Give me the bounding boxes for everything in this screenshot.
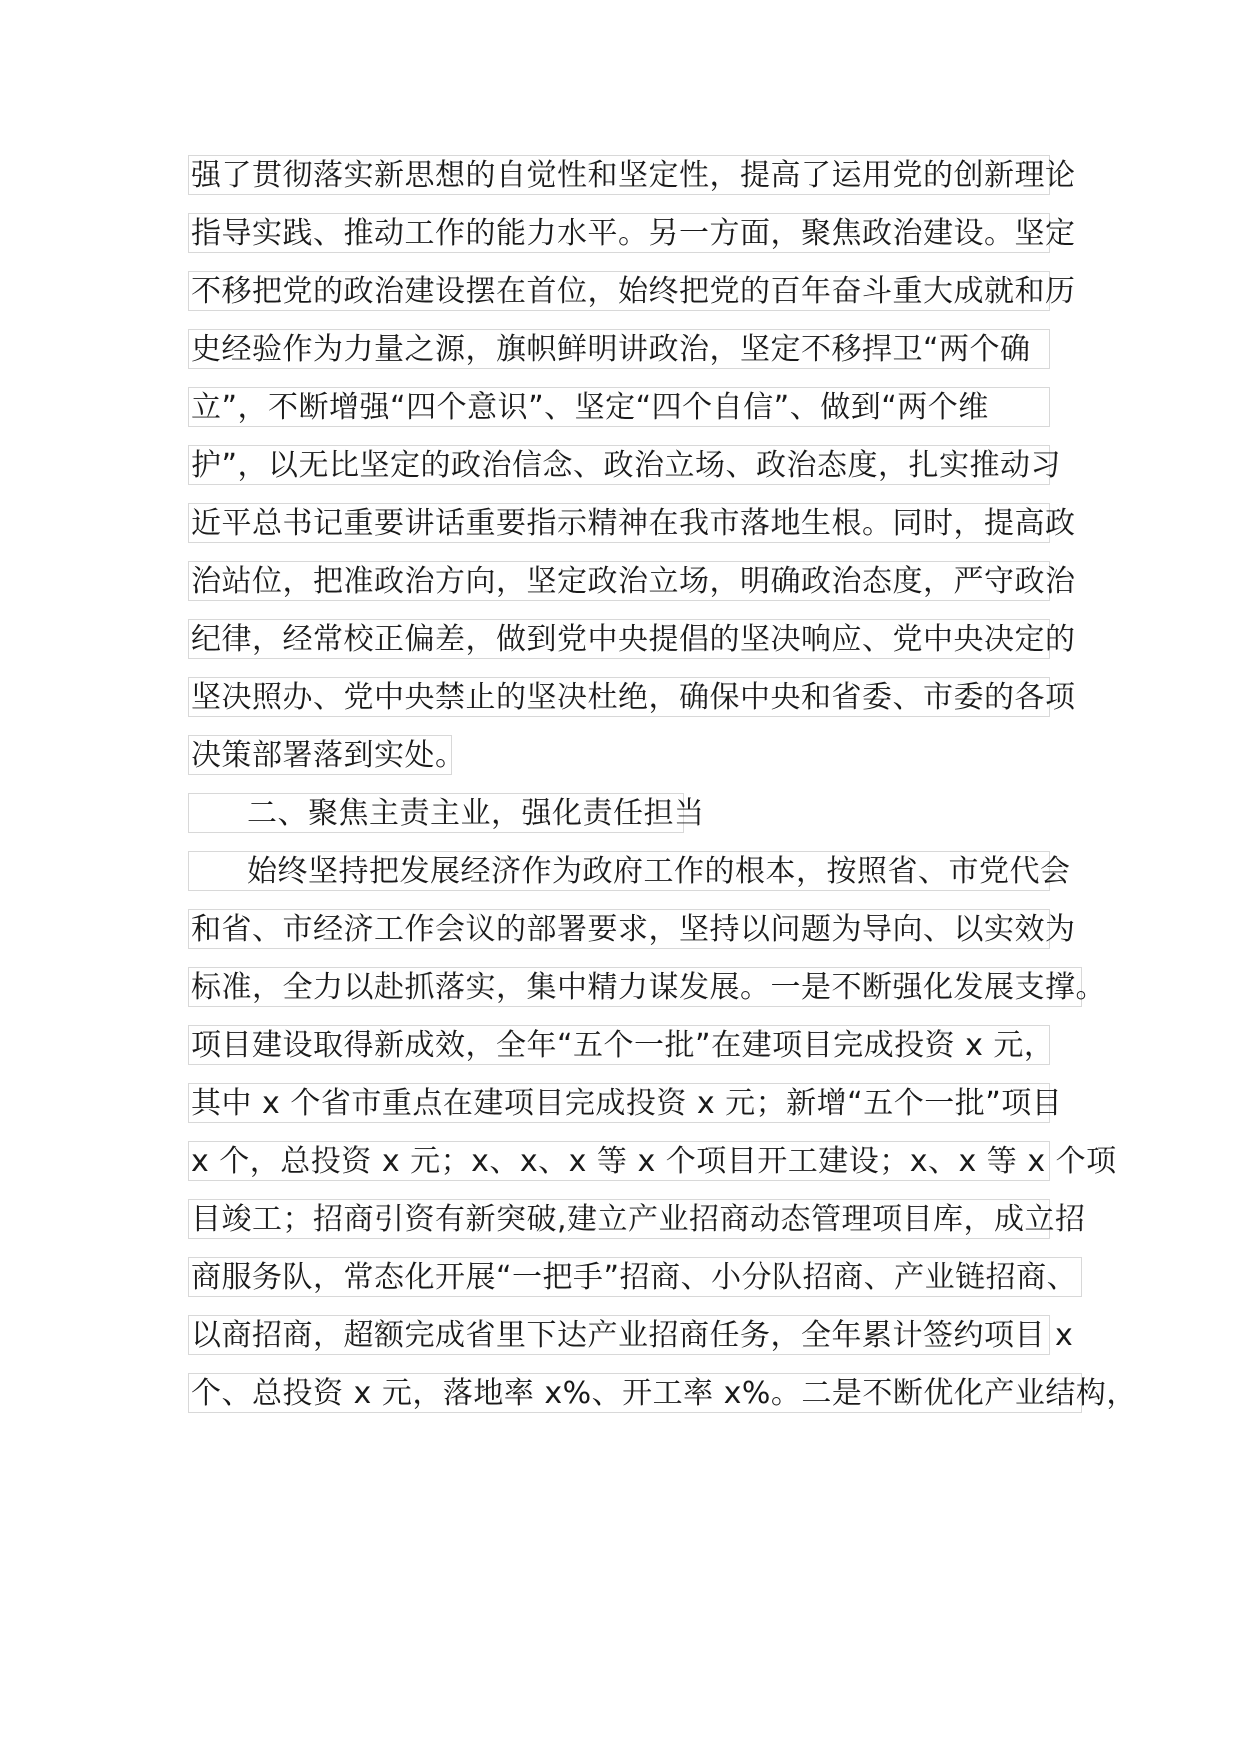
body-text-line: 近平总书记重要讲话重要指示精神在我市落地生根。同时，提高政 [188,503,1050,543]
body-text-line: x 个，总投资 x 元；x、x、x 等 x 个项目开工建设；x、x 等 x 个项 [188,1141,1050,1181]
section-heading: 二、聚焦主责主业，强化责任担当 [188,793,684,833]
body-text-line: 指导实践、推动工作的能力水平。另一方面，聚焦政治建设。坚定 [188,213,1050,253]
body-text-line: 决策部署落到实处。 [188,735,452,775]
body-text-line: 以商招商，超额完成省里下达产业招商任务，全年累计签约项目 x [188,1315,1050,1355]
body-text-line: 目竣工；招商引资有新突破,建立产业招商动态管理项目库，成立招 [188,1199,1050,1239]
body-text-line: 不移把党的政治建设摆在首位，始终把党的百年奋斗重大成就和历 [188,271,1050,311]
body-text-line: 标准，全力以赴抓落实，集中精力谋发展。一是不断强化发展支撑。 [188,967,1082,1007]
body-text-line: 坚决照办、党中央禁止的坚决杜绝，确保中央和省委、市委的各项 [188,677,1050,717]
body-text-line: 个、总投资 x 元，落地率 x%、开工率 x%。二是不断优化产业结构， [188,1373,1082,1413]
body-text-line: 治站位，把准政治方向，坚定政治立场，明确政治态度，严守政治 [188,561,1050,601]
body-text-line: 护”，以无比坚定的政治信念、政治立场、政治态度，扎实推动习 [188,445,1050,485]
body-text-line: 其中 x 个省市重点在建项目完成投资 x 元；新增“五个一批”项目 [188,1083,1050,1123]
body-text-line: 史经验作为力量之源，旗帜鲜明讲政治，坚定不移捍卫“两个确 [188,329,1050,369]
body-text-line: 立”，不断增强“四个意识”、坚定“四个自信”、做到“两个维 [188,387,1050,427]
body-text-line: 商服务队，常态化开展“一把手”招商、小分队招商、产业链招商、 [188,1257,1082,1297]
body-text-line: 始终坚持把发展经济作为政府工作的根本，按照省、市党代会 [188,851,1050,891]
body-text-line: 项目建设取得新成效，全年“五个一批”在建项目完成投资 x 元， [188,1025,1050,1065]
body-text-line: 和省、市经济工作会议的部署要求，坚持以问题为导向、以实效为 [188,909,1050,949]
body-text-line: 强了贯彻落实新思想的自觉性和坚定性，提高了运用党的创新理论 [188,155,1050,195]
body-text-line: 纪律，经常校正偏差，做到党中央提倡的坚决响应、党中央决定的 [188,619,1050,659]
